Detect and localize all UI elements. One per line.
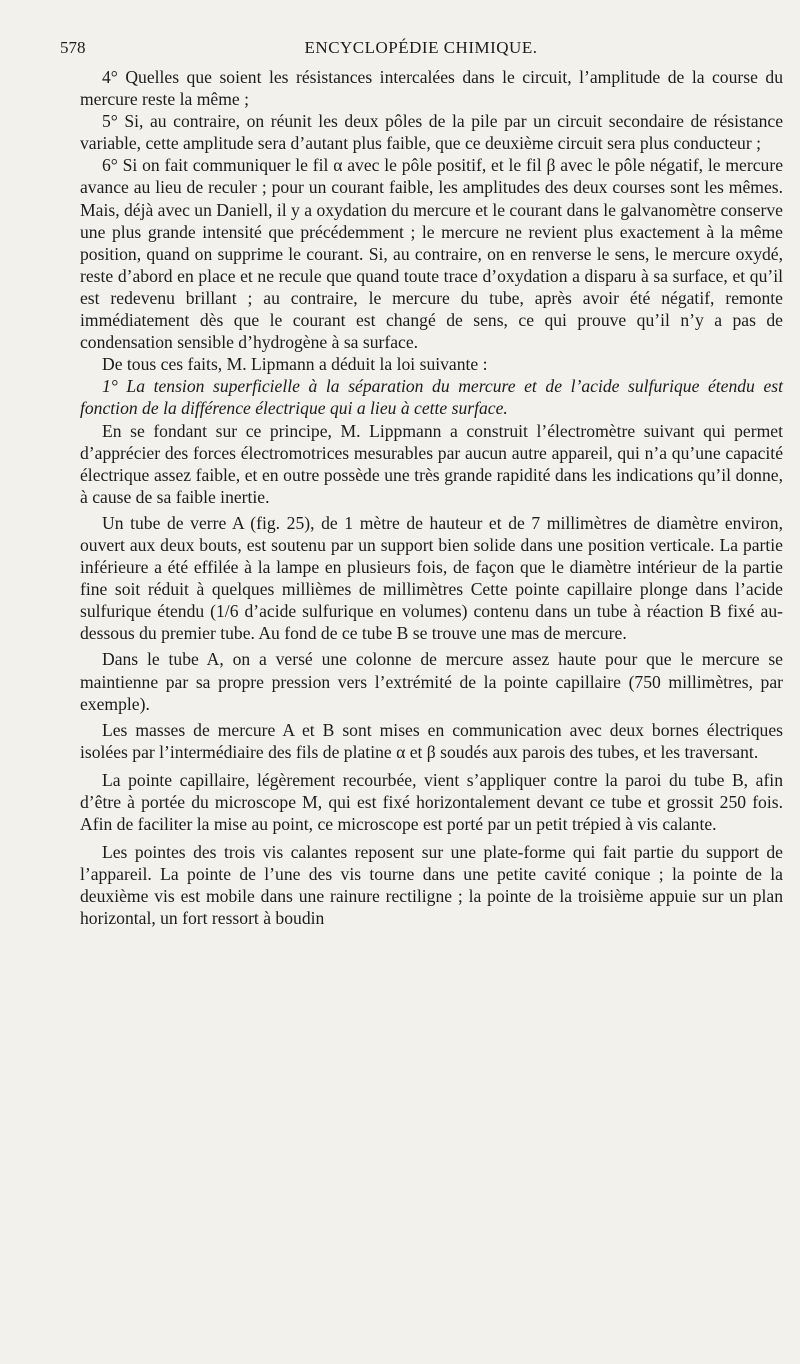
page-number: 578: [60, 38, 86, 57]
page-header: [60, 38, 782, 64]
paragraph-item-5: 5° Si, au contraire, on réunit les deux pôles de la pile par un circuit secondaire de résistance variable, cette amplitude sera d’autant plus faible, que ce deuxième circuit sera plus conducteur ;: [80, 111, 783, 154]
paragraph-mercury-masses: Les masses de mercure A et B sont mises en communication avec deux bornes électriques isolées par l’intermédiaire des fils de platine α et β soudés aux parois des tubes, et les traversant.: [80, 719, 783, 762]
paragraph-electrometer-intro: En se fondant sur ce principe, M. Lippmann a construit l’électromètre suivant qui permet d’apprécier des forces électromotrices mesurables par aucun autre appareil, qui n’a qu’une capacité électrique assez faible, et en outre possède une très grande rapidité dans les indications qu’il donne, à cause de sa faible inertie.: [80, 420, 783, 507]
page-body: [80, 66, 783, 930]
paragraph-mercury-column: Dans le tube A, on a versé une colonne de mercure assez haute pour que le mercure se maintienne par sa propre pression vers l’extrémité de la pointe capillaire (750 millimètres, par exemple).: [80, 649, 783, 714]
paragraph-tube-description: Un tube de verre A (fig. 25), de 1 mètre de hauteur et de 7 millimètres de diamètre environ, ouvert aux deux bouts, est soutenu par un support bien solide dans une position verticale. La partie inférieure a été effilée à la lampe en plusieurs fois, de façon que le diamètre intérieur de la partie fine soit réduit à quelques millièmes de millimètres Cette pointe capillaire plonge dans l’acide sulfurique étendu (1/6 d’acide sulfurique en volumes) contenu dans un tube à réaction B fixé au-dessous du premier tube. Au fond de ce tube B se trouve une mas de mercure.: [80, 512, 783, 644]
paragraph-conclusion-intro: De tous ces faits, M. Lipmann a déduit la loi suivante :: [102, 354, 488, 375]
paragraph-law: 1° La tension superficielle à la séparation du mercure et de l’acide sulfurique étendu est fonction de la différence électrique qui a lieu à cette surface.: [80, 376, 783, 419]
paragraph-item-6: 6° Si on fait communiquer le fil α avec le pôle positif, et le fil β avec le pôle négatif, le mercure avance au lieu de reculer ; pour un courant faible, les amplitudes des deux courses sont les mêmes. Mais, déjà avec un Daniell, il y a oxydation du mercure et le courant dans le galvanomètre conserve une plus grande intensité que précédemment ; le mercure ne revient plus exactement à la même position, quand on supprime le courant. Si, au contraire, on en renverse le sens, le mercure oxydé, reste d’abord en place et ne recule que quand toute trace d’oxydation a disparu à sa surface, et qu’il est redevenu brillant ; au contraire, le mercure du tube, après avoir été négatif, remonte immédiatement dès que le courant est changé de sens, ce qui prouve qu’il n’y a pas de condensation sensible d’hydrogène à sa surface.: [80, 155, 783, 353]
paragraph-capillary-point: La pointe capillaire, légèrement recourbée, vient s’appliquer contre la paroi du tube B, afin d’être à portée du microscope M, qui est fixé horizontalement devant ce tube et grossit 250 fois. Afin de faciliter la mise au point, ce microscope est porté par un petit trépied à vis calante.: [80, 769, 783, 835]
running-title: ENCYCLOPÉDIE CHIMIQUE.: [304, 38, 538, 57]
paragraph-leveling-screws: Les pointes des trois vis calantes reposent sur une plate-forme qui fait partie du support de l’appareil. La pointe de l’une des vis tourne dans une petite cavité conique ; la pointe de la deuxième vis est mobile dans une rainure rectiligne ; la pointe de la troisième appuie sur un plan horizontal, un fort ressort à boudin: [80, 842, 783, 929]
paragraph-item-4: 4° Quelles que soient les résistances intercalées dans le circuit, l’amplitude de la course du mercure reste la même ;: [80, 67, 783, 110]
